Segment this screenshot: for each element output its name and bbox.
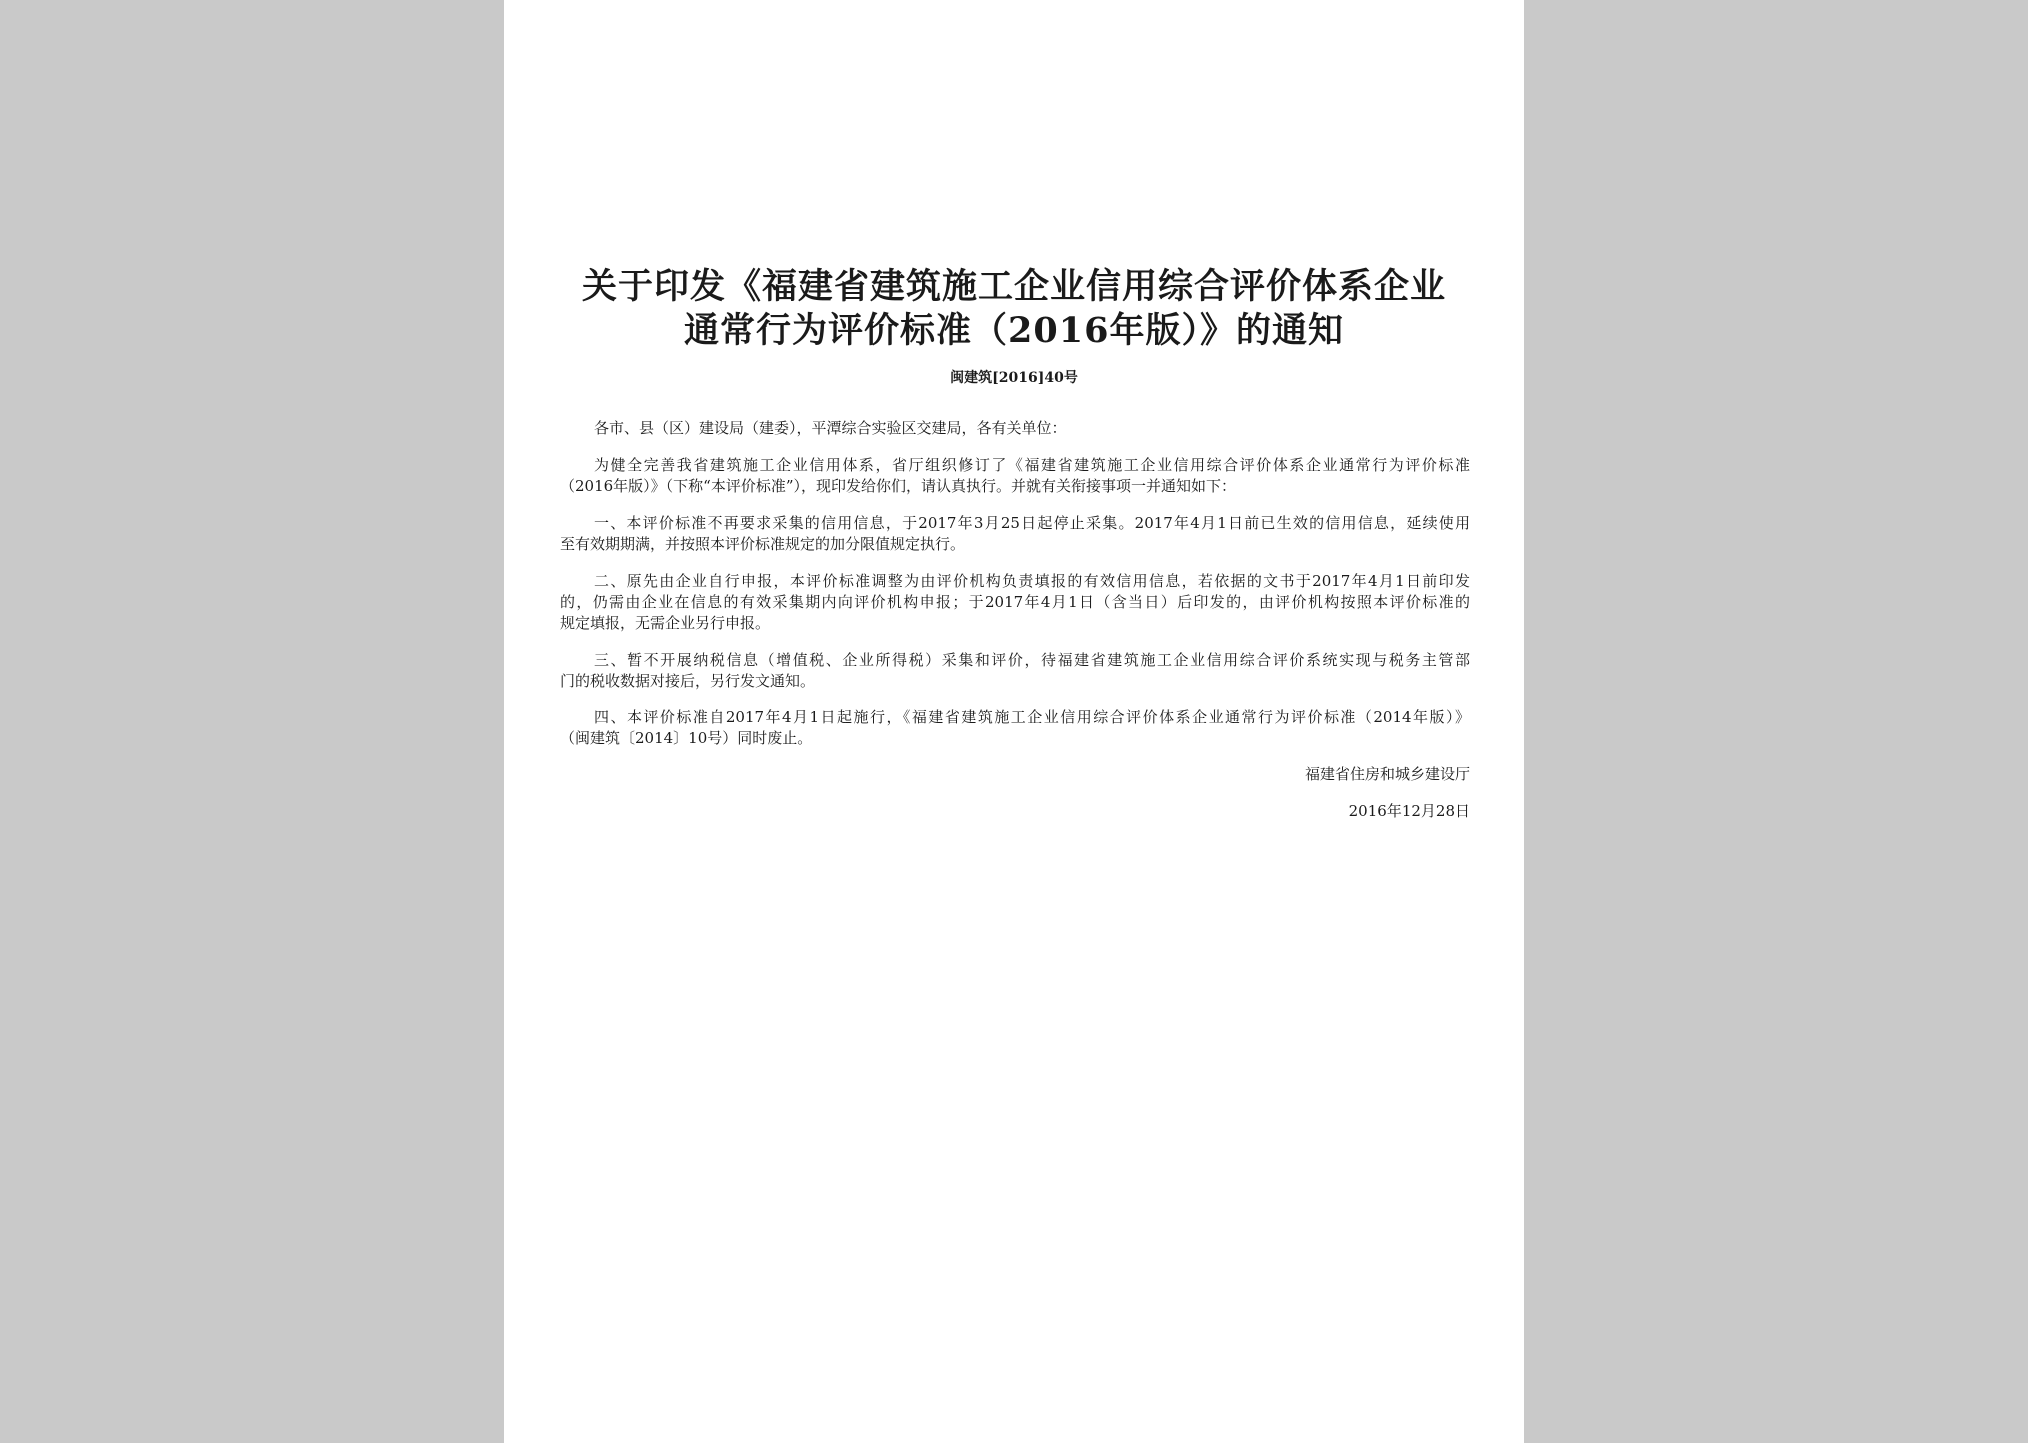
paragraph-5-line-2: （闽建筑〔2014〕10号）同时废止。	[560, 729, 813, 747]
document-title-line-2: 通常行为评价标准（2016年版）》的通知	[684, 310, 1344, 351]
paragraph-1-line-2: （2016年版）》（下称“本评价标准”），现印发给你们，请认真执行。并就有关衔接事项一并通知如下：	[560, 477, 1237, 495]
paragraph-2-line-1: 一、本评价标准不再要求采集的信用信息，于2017年3月25日起停止采集。2017年4月1日前已生效的信用信息，延续使用	[594, 514, 1470, 532]
paragraph-3-line-3: 规定填报，无需企业另行申报。	[560, 614, 771, 632]
salutation: 各市、县（区）建设局（建委），平潭综合实验区交建局，各有关单位：	[594, 419, 1067, 437]
issuer-signature: 福建省住房和城乡建设厅	[1304, 765, 1470, 783]
paragraph-2-line-2: 至有效期期满，并按照本评价标准规定的加分限值规定执行。	[560, 535, 966, 553]
paragraph-1-line-1: 为健全完善我省建筑施工企业信用体系，省厅组织修订了《福建省建筑施工企业信用综合评价体系企业通常行为评价标准	[594, 456, 1470, 474]
issue-date: 2016年12月28日	[1348, 802, 1470, 820]
paragraph-5-line-1: 四、本评价标准自2017年4月1日起施行，《福建省建筑施工企业信用综合评价体系企业通常行为评价标准（2014年版）》	[594, 708, 1470, 726]
paragraph-3-line-1: 二、原先由企业自行申报，本评价标准调整为由评价机构负责填报的有效信用信息，若依据的文书于2017年4月1日前印发	[594, 572, 1470, 590]
document-number: 闽建筑[2016]40号	[950, 370, 1078, 386]
paragraph-3-line-2: 的，仍需由企业在信息的有效采集期内向评价机构申报；于2017年4月1日（含当日）后印发的，由评价机构按照本评价标准的	[560, 593, 1470, 611]
paragraph-4-line-1: 三、暂不开展纳税信息（增值税、企业所得税）采集和评价，待福建省建筑施工企业信用综合评价系统实现与税务主管部	[594, 651, 1470, 669]
document-title-line-1: 关于印发《福建省建筑施工企业信用综合评价体系企业	[581, 266, 1446, 307]
paragraph-4-line-2: 门的税收数据对接后，另行发文通知。	[560, 672, 816, 690]
document-page	[504, 0, 1524, 1443]
